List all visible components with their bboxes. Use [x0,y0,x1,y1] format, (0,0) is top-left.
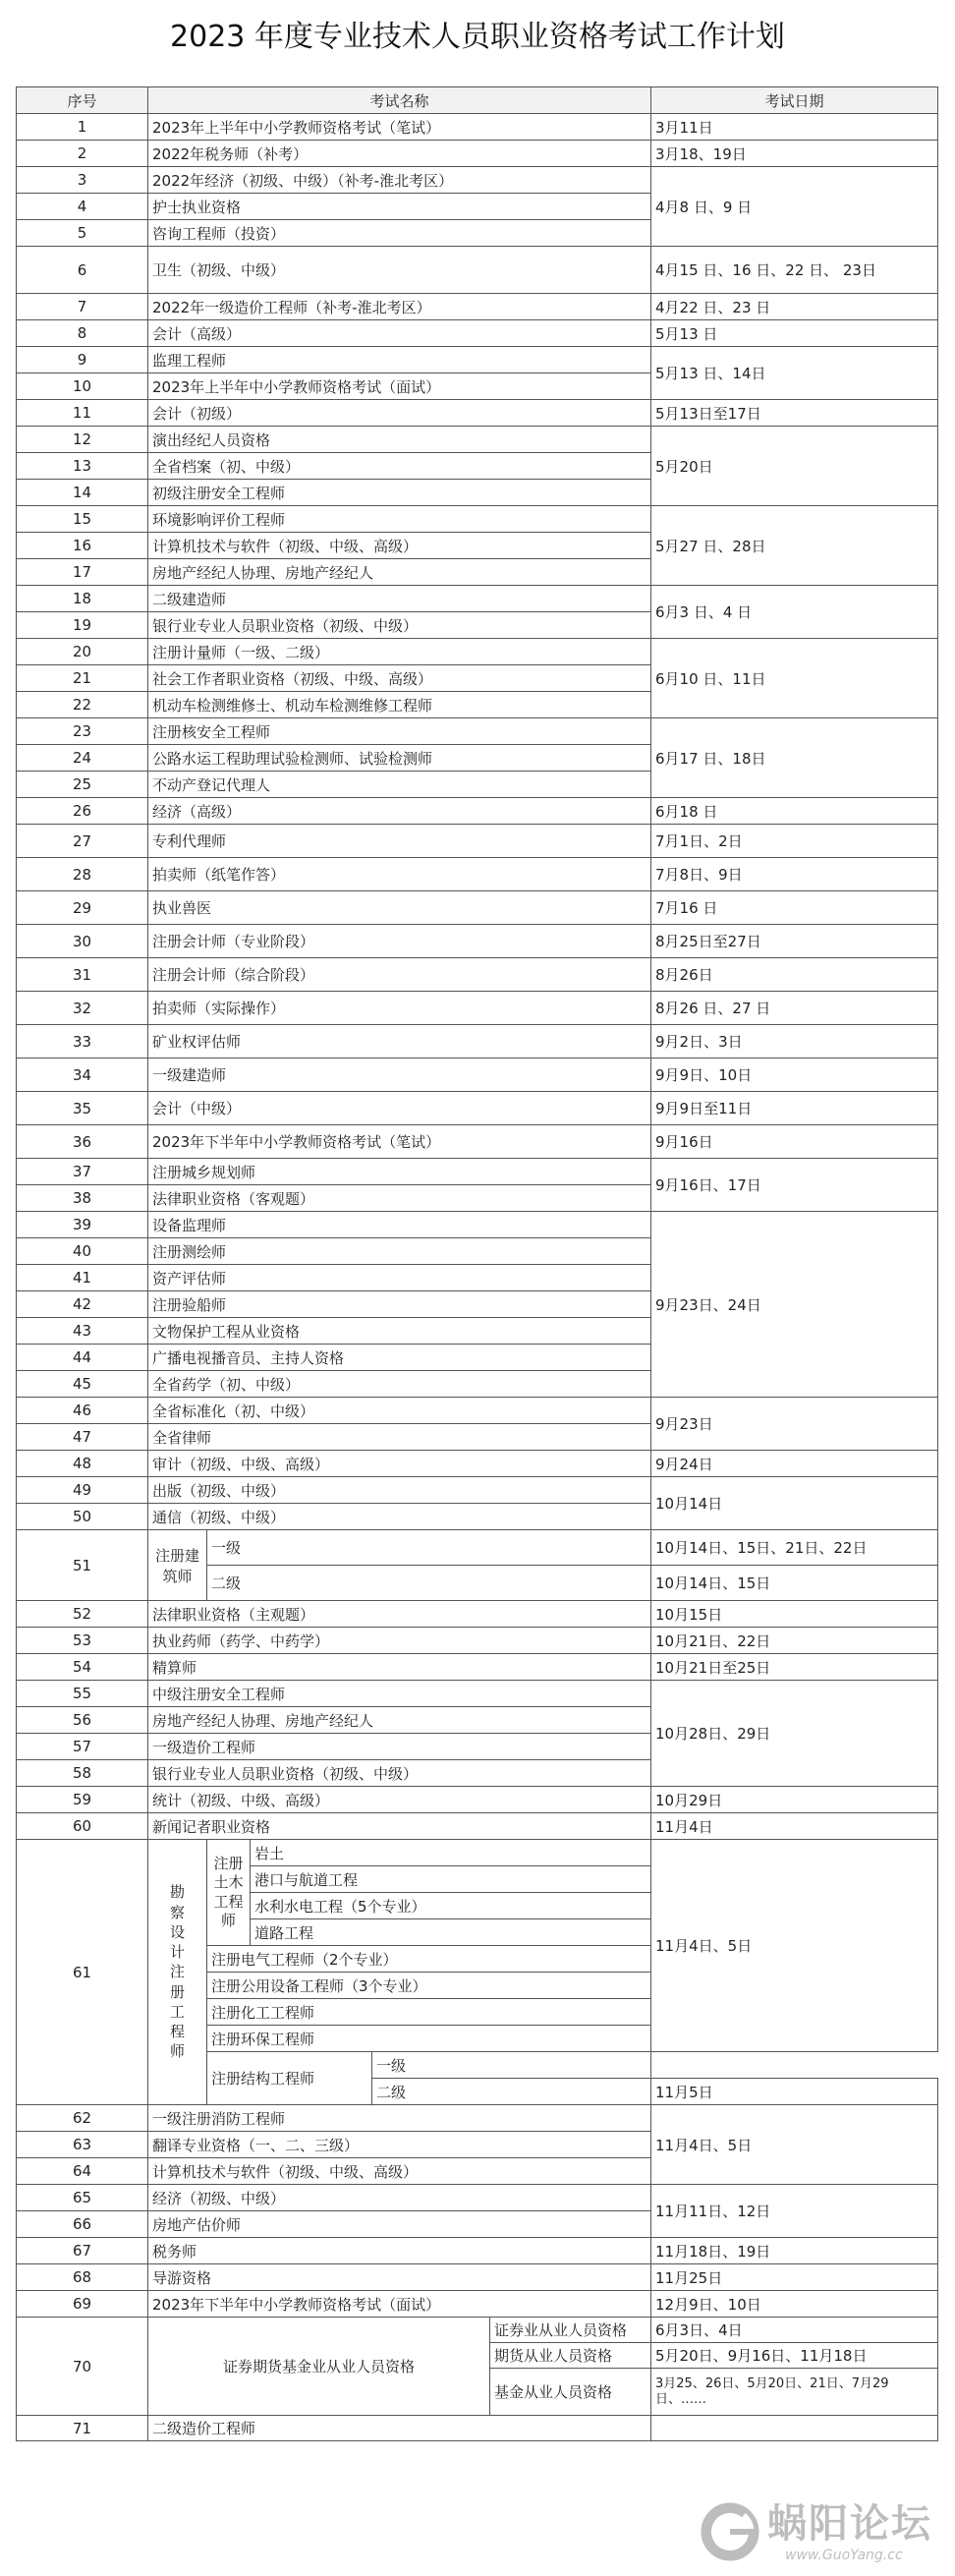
exam-name: 计算机技术与软件（初级、中级、高级） [148,533,651,559]
exam-date: 9月2日、3日 [651,1025,938,1059]
row-number: 58 [17,1760,148,1787]
exam-date: 8月25日至27日 [651,925,938,958]
exam-subname: 二级 [207,1566,651,1601]
exam-name: 资产评估师 [148,1265,651,1291]
row-number: 32 [17,992,148,1025]
header-date: 考试日期 [651,87,938,114]
table-row [17,1813,938,1840]
exam-date: 12月9日、10日 [651,2291,938,2318]
table-row [17,1125,938,1159]
row-number: 5 [17,220,148,247]
exam-subname: 二级 [372,2079,651,2105]
row-number: 4 [17,194,148,220]
exam-date: 5月20日、9月16日、11月18日 [651,2343,938,2369]
exam-date: 9月9日至11日 [651,1092,938,1125]
exam-date: 10月28日、29日 [651,1681,938,1787]
row-number: 69 [17,2291,148,2318]
row-number: 25 [17,772,148,798]
row-number: 10 [17,373,148,400]
table-row [17,294,938,320]
table-row [17,1628,938,1654]
exam-date: 10月14日 [651,1477,938,1530]
row-number: 71 [17,2416,148,2441]
table-row [17,1092,938,1125]
row-number: 45 [17,1371,148,1398]
table-row [17,992,938,1025]
exam-name: 计算机技术与软件（初级、中级、高级） [148,2158,651,2185]
exam-date: 11月25日 [651,2264,938,2291]
row-number: 57 [17,1734,148,1760]
exam-name: 社会工作者职业资格（初级、中级、高级） [148,665,651,692]
exam-name: 演出经纪人员资格 [148,427,651,453]
table-row [17,1398,938,1424]
row-number: 23 [17,718,148,745]
exam-date: 9月16日 [651,1125,938,1159]
row-number: 26 [17,798,148,825]
exam-group: 证券期货基金业从业人员资格 [148,2318,490,2416]
exam-name: 2023年下半年中小学教师资格考试（面试） [148,2291,651,2318]
exam-subname: 道路工程 [251,1919,651,1946]
row-number: 36 [17,1125,148,1159]
exam-name: 注册测绘师 [148,1238,651,1265]
exam-date: 4月15 日、16 日、22 日、 23日 [651,247,938,294]
exam-name: 2022年税务师（补考） [148,141,651,167]
exam-date: 3月18、19日 [651,141,938,167]
exam-date: 4月22 日、23 日 [651,294,938,320]
table-row [17,1840,938,1866]
exam-date: 5月20日 [651,427,938,506]
exam-name: 2023年上半年中小学教师资格考试（笔试） [148,114,651,141]
row-number: 60 [17,1813,148,1840]
exam-date: 5月13 日、14日 [651,347,938,400]
exam-name: 会计（初级） [148,400,651,427]
table-row [17,958,938,992]
row-number: 18 [17,586,148,612]
exam-name: 中级注册安全工程师 [148,1681,651,1707]
exam-subname: 期货从业人员资格 [490,2343,651,2369]
row-number: 41 [17,1265,148,1291]
row-number: 43 [17,1318,148,1345]
row-number: 53 [17,1628,148,1654]
row-number: 2 [17,141,148,167]
exam-date: 8月26日 [651,958,938,992]
page-title: 2023 年度专业技术人员职业资格考试工作计划 [170,20,785,54]
row-number: 54 [17,1654,148,1681]
exam-date: 6月18 日 [651,798,938,825]
row-number: 42 [17,1291,148,1318]
row-number: 48 [17,1451,148,1477]
row-number: 30 [17,925,148,958]
exam-date: 9月24日 [651,1451,938,1477]
table-row [17,320,938,347]
row-number: 13 [17,453,148,480]
exam-name: 2023年下半年中小学教师资格考试（笔试） [148,1125,651,1159]
header-num: 序号 [17,87,148,114]
exam-subgroup-struct: 注册结构工程师 [207,2052,372,2105]
exam-subname: 注册环保工程师 [207,2026,651,2052]
exam-name: 经济（高级） [148,798,651,825]
exam-subname: 水利水电工程（5个专业） [251,1893,651,1919]
row-number: 11 [17,400,148,427]
exam-name: 房地产经纪人协理、房地产经纪人 [148,559,651,586]
table-header-row [17,87,938,114]
row-number: 65 [17,2185,148,2211]
exam-name: 不动产登记代理人 [148,772,651,798]
row-number: 27 [17,825,148,858]
exam-name: 二级建造师 [148,586,651,612]
row-number: 52 [17,1601,148,1628]
exam-name: 初级注册安全工程师 [148,480,651,506]
exam-name: 执业兽医 [148,891,651,925]
row-number: 15 [17,506,148,533]
exam-name: 2022年一级造价工程师（补考-淮北考区） [148,294,651,320]
table-row [17,1477,938,1504]
exam-date: 6月3 日、4 日 [651,586,938,639]
row-number: 70 [17,2318,148,2416]
exam-name: 法律职业资格（客观题） [148,1185,651,1212]
exam-name: 出版（初级、中级） [148,1477,651,1504]
exam-date: 7月1日、2日 [651,825,938,858]
exam-date: 9月23日、24日 [651,1212,938,1398]
exam-name: 注册会计师（综合阶段） [148,958,651,992]
row-number: 51 [17,1530,148,1601]
exam-subname: 注册电气工程师（2个专业） [207,1946,651,1973]
table-row [17,1654,938,1681]
row-number: 17 [17,559,148,586]
exam-group: 注册建筑师 [148,1530,207,1601]
exam-name: 银行业专业人员职业资格（初级、中级） [148,612,651,639]
exam-date: 6月10 日、11日 [651,639,938,718]
row-number: 34 [17,1059,148,1092]
table-row [17,858,938,891]
row-number: 64 [17,2158,148,2185]
exam-name: 会计（中级） [148,1092,651,1125]
exam-date: 8月26 日、27 日 [651,992,938,1025]
table-row [17,1601,938,1628]
table-row [17,141,938,167]
table-row [17,1530,938,1566]
exam-date: 7月16 日 [651,891,938,925]
exam-date [651,2416,938,2441]
table-row [17,2291,938,2318]
table-row [17,247,938,294]
watermark-url: www.GuoYang.cc [785,2547,903,2563]
exam-date: 10月29日 [651,1787,938,1813]
exam-name: 全省药学（初、中级） [148,1371,651,1398]
row-number: 31 [17,958,148,992]
table-row [17,1212,938,1238]
exam-name: 二级造价工程师 [148,2416,651,2441]
exam-name: 一级造价工程师 [148,1734,651,1760]
table-row [17,718,938,745]
exam-name: 矿业权评估师 [148,1025,651,1059]
exam-subname: 一级 [207,1530,651,1566]
table-row [17,2238,938,2264]
soil-label: 注册土木工程师 [213,1854,244,1929]
exam-name: 通信（初级、中级） [148,1504,651,1530]
exam-name: 设备监理师 [148,1212,651,1238]
exam-name: 咨询工程师（投资） [148,220,651,247]
row-number: 33 [17,1025,148,1059]
exam-date: 11月4日、5日 [651,2105,938,2185]
row-number: 63 [17,2132,148,2158]
table-row [17,1451,938,1477]
exam-name: 执业药师（药学、中药学） [148,1628,651,1654]
row-number: 28 [17,858,148,891]
table-row [17,1025,938,1059]
exam-name: 广播电视播音员、主持人资格 [148,1345,651,1371]
row-number: 1 [17,114,148,141]
row-number: 9 [17,347,148,373]
row-number: 68 [17,2264,148,2291]
exam-name: 银行业专业人员职业资格（初级、中级） [148,1760,651,1787]
row-number: 19 [17,612,148,639]
exam-date: 7月8日、9日 [651,858,938,891]
exam-date: 3月11日 [651,114,938,141]
exam-date: 9月23日 [651,1398,938,1451]
table-row [17,2318,938,2343]
exam-name: 拍卖师（实际操作） [148,992,651,1025]
table-row [17,2185,938,2211]
row-number: 59 [17,1787,148,1813]
exam-name: 统计（初级、中级、高级） [148,1787,651,1813]
row-number: 37 [17,1159,148,1185]
row-number: 20 [17,639,148,665]
table-row [17,2416,938,2441]
exam-subname: 基金从业人员资格 [490,2369,651,2416]
exam-subname: 注册公用设备工程师（3个专业） [207,1973,651,1999]
row-number: 35 [17,1092,148,1125]
exam-group-vertical [148,1840,207,2105]
exam-name: 翻译专业资格（一、二、三级） [148,2132,651,2158]
row-number: 38 [17,1185,148,1212]
exam-date: 4月8 日、9 日 [651,167,938,247]
row-number: 12 [17,427,148,453]
exam-subname: 证券业从业人员资格 [490,2318,651,2343]
exam-name: 注册计量师（一级、二级） [148,639,651,665]
forum-watermark [701,2496,941,2573]
exam-name: 导游资格 [148,2264,651,2291]
exam-date: 6月17 日、18日 [651,718,938,798]
exam-name: 一级建造师 [148,1059,651,1092]
exam-name: 会计（高级） [148,320,651,347]
row-number: 66 [17,2211,148,2238]
table-row [17,400,938,427]
row-number: 55 [17,1681,148,1707]
row-number: 61 [17,1840,148,2105]
row-number: 14 [17,480,148,506]
exam-date: 11月18日、19日 [651,2238,938,2264]
table-row [17,2105,938,2132]
exam-name: 专利代理师 [148,825,651,858]
exam-subname: 一级 [372,2052,651,2079]
exam-name: 拍卖师（纸笔作答） [148,858,651,891]
row-number: 8 [17,320,148,347]
table-row [17,167,938,194]
table-row [17,925,938,958]
table-row [17,1787,938,1813]
exam-name: 环境影响评价工程师 [148,506,651,533]
exam-date: 11月4日、5日 [651,1840,938,2052]
table-row [17,427,938,453]
exam-name: 全省标准化（初、中级） [148,1398,651,1424]
exam-name: 税务师 [148,2238,651,2264]
table-row [17,891,938,925]
exam-date: 11月5日 [651,2079,938,2105]
exam-name: 经济（初级、中级） [148,2185,651,2211]
exam-subname: 岩土 [251,1840,651,1866]
exam-name: 注册会计师（专业阶段） [148,925,651,958]
table-row [17,506,938,533]
exam-name: 审计（初级、中级、高级） [148,1451,651,1477]
row-number: 7 [17,294,148,320]
table-row [17,347,938,373]
exam-name: 2022年经济（初级、中级）（补考-淮北考区） [148,167,651,194]
exam-name: 房地产经纪人协理、房地产经纪人 [148,1707,651,1734]
table-row [17,114,938,141]
row-number: 3 [17,167,148,194]
row-number: 22 [17,692,148,718]
row-number: 40 [17,1238,148,1265]
exam-date: 11月4日 [651,1813,938,1840]
exam-name: 全省档案（初、中级） [148,453,651,480]
exam-name: 全省律师 [148,1424,651,1451]
exam-name: 卫生（初级、中级） [148,247,651,294]
row-number: 39 [17,1212,148,1238]
exam-subname: 港口与航道工程 [251,1866,651,1893]
exam-subgroup-soil [207,1840,251,1946]
exam-date: 10月14日、15日、21日、22日 [651,1530,938,1566]
exam-date: 11月11日、12日 [651,2185,938,2238]
table-row [17,1681,938,1707]
exam-date: 10月14日、15日 [651,1566,938,1601]
table-row [17,1159,938,1185]
exam-name: 一级注册消防工程师 [148,2105,651,2132]
table-row [17,798,938,825]
exam-date: 6月3日、4日 [651,2318,938,2343]
row-number: 62 [17,2105,148,2132]
watermark-text: 蜗阳论坛 [767,2501,932,2547]
exam-date: 9月9日、10日 [651,1059,938,1092]
exam-date: 10月21日、22日 [651,1628,938,1654]
exam-date: 10月15日 [651,1601,938,1628]
exam-name: 注册验船师 [148,1291,651,1318]
header-name: 考试名称 [148,87,651,114]
exam-date: 10月21日至25日 [651,1654,938,1681]
row-number: 46 [17,1398,148,1424]
table-row [17,825,938,858]
exam-name: 房地产估价师 [148,2211,651,2238]
row-number: 24 [17,745,148,772]
exam-name: 机动车检测维修士、机动车检测维修工程师 [148,692,651,718]
table-row [17,1059,938,1092]
row-number: 47 [17,1424,148,1451]
row-number: 6 [17,247,148,294]
table-row [17,2264,938,2291]
exam-date: 5月27 日、28日 [651,506,938,586]
exam-name: 新闻记者职业资格 [148,1813,651,1840]
exam-name: 注册核安全工程师 [148,718,651,745]
row-number: 56 [17,1707,148,1734]
exam-date: 5月13日至17日 [651,400,938,427]
exam-date: 5月13 日 [651,320,938,347]
exam-name: 监理工程师 [148,347,651,373]
schedule-table [16,86,938,2441]
row-number: 16 [17,533,148,559]
forum-logo-icon [701,2502,759,2561]
exam-date: 9月16日、17日 [651,1159,938,1212]
table-row [17,639,938,665]
row-number: 50 [17,1504,148,1530]
exam-date: 3月25、26日、5月20日、21日、7月29日、…… [651,2369,938,2416]
exam-name: 护士执业资格 [148,194,651,220]
exam-name: 文物保护工程从业资格 [148,1318,651,1345]
row-number: 49 [17,1477,148,1504]
row-number: 29 [17,891,148,925]
row-number: 67 [17,2238,148,2264]
exam-name: 法律职业资格（主观题） [148,1601,651,1628]
exam-name: 注册城乡规划师 [148,1159,651,1185]
exam-name: 公路水运工程助理试验检测师、试验检测师 [148,745,651,772]
table-row [17,586,938,612]
exam-subname: 注册化工工程师 [207,1999,651,2026]
row-number: 21 [17,665,148,692]
exam-name: 2023年上半年中小学教师资格考试（面试） [148,373,651,400]
vertical-label: 勘 察 设 计 注 册 工 程 师 [169,1883,185,2061]
row-number: 44 [17,1345,148,1371]
exam-name: 精算师 [148,1654,651,1681]
